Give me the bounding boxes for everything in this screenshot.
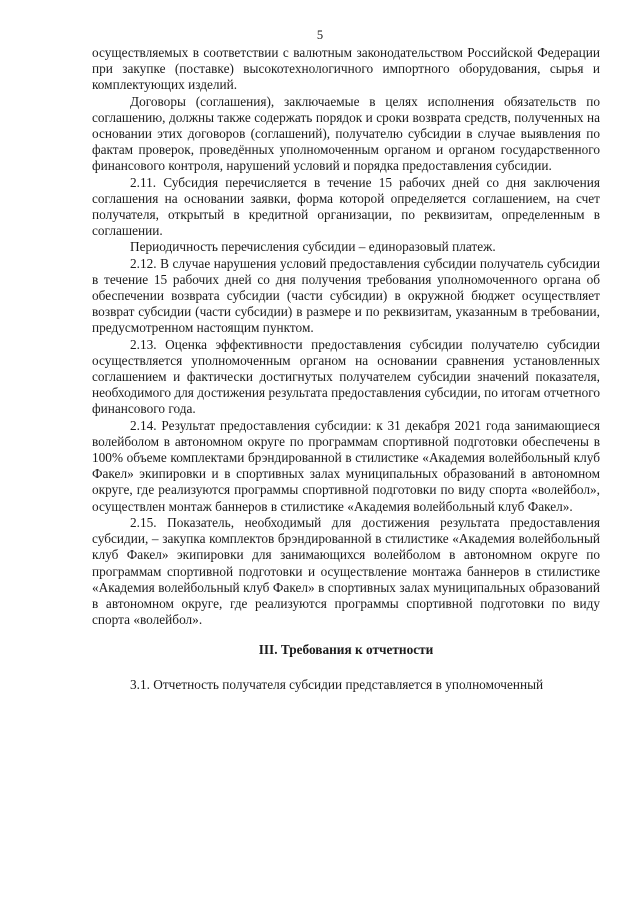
section-heading: III. Требования к отчетности	[258, 642, 434, 658]
paragraph-2-14: 2.14. Результат предоставления субсидии: к 31 декабря 2021 года занимающиеся волейболом в автономном округе по программам спортивной подготовки обеспечены в 100% объеме комплектами брэндированной в стилистике «Академия волейбольный клуб Факел» экипировки и в спортивных залах муниципальных образований в автономном округе, где реализуются программы спортивной подготовки по виду спорта «волейбол», осуществлен монтаж баннеров в стилистике «Академия волейбольный клуб Факел».	[92, 417, 600, 514]
paragraph-3-1: 3.1. Отчетность получателя субсидии представляется в уполномоченный	[130, 676, 544, 692]
paragraph-continuation: осуществляемых в соответствии с валютным законодательством Российской Федерации при закупке (поставке) высокотехнологичного импортного оборудования, сырья и комплектующих изделий.	[92, 45, 600, 93]
paragraph-2-13: 2.13. Оценка эффективности предоставления субсидии получателю субсидии осуществляется уполномоченным органом на основании сравнения установленных соглашением и фактически достигнутых получателем субсидии значений показателя, необходимого для достижения результата предоставления субсидии, по итогам отчетного финансового года.	[92, 336, 600, 417]
paragraph-contracts: Договоры (соглашения), заключаемые в целях исполнения обязательств по соглашению, должны также содержать порядок и сроки возврата средств, полученных на основании этих договоров (соглашений), получателю субсидии в случае выявления по фактам проверок, проведённых уполномоченным органом и органом государственного финансового контроля, нарушений условий и порядка предоставления субсидии.	[92, 93, 600, 174]
paragraph-2-15: 2.15. Показатель, необходимый для достижения результата предоставления субсидии, – закупка комплектов брэндированной в стилистике «Академия волейбольный клуб Факел» экипировки для занимающихся волейболом в автономном округе по программам спортивной подготовки и осуществление монтажа баннеров в стилистике «Академия волейбольный клуб Факел» в спортивных залах муниципальных образований в автономном округе, где реализуются программы спортивной подготовки по виду спорта «волейбол».	[92, 514, 600, 628]
paragraph-2-12: 2.12. В случае нарушения условий предоставления субсидии получатель субсидии в течение 15 рабочих дней со дня получения требования уполномоченного органа об обеспечении возврата субсидии (части субсидии) в окружной бюджет осуществляет возврат субсидии (части субсидии) в размере и по реквизитам, указанным в требовании, предусмотренном настоящим пунктом.	[92, 255, 600, 336]
document-body	[92, 45, 600, 693]
page-number: 5	[316, 28, 324, 42]
paragraph-payment-frequency: Периодичность перечисления субсидии – единоразовый платеж.	[130, 239, 496, 255]
paragraph-2-11: 2.11. Субсидия перечисляется в течение 15 рабочих дней со дня заключения соглашения на основании заявки, форма которой определяется соглашением, на счет получателя, открытый в кредитной организации, по реквизитам, определенным в соглашении.	[92, 174, 600, 239]
